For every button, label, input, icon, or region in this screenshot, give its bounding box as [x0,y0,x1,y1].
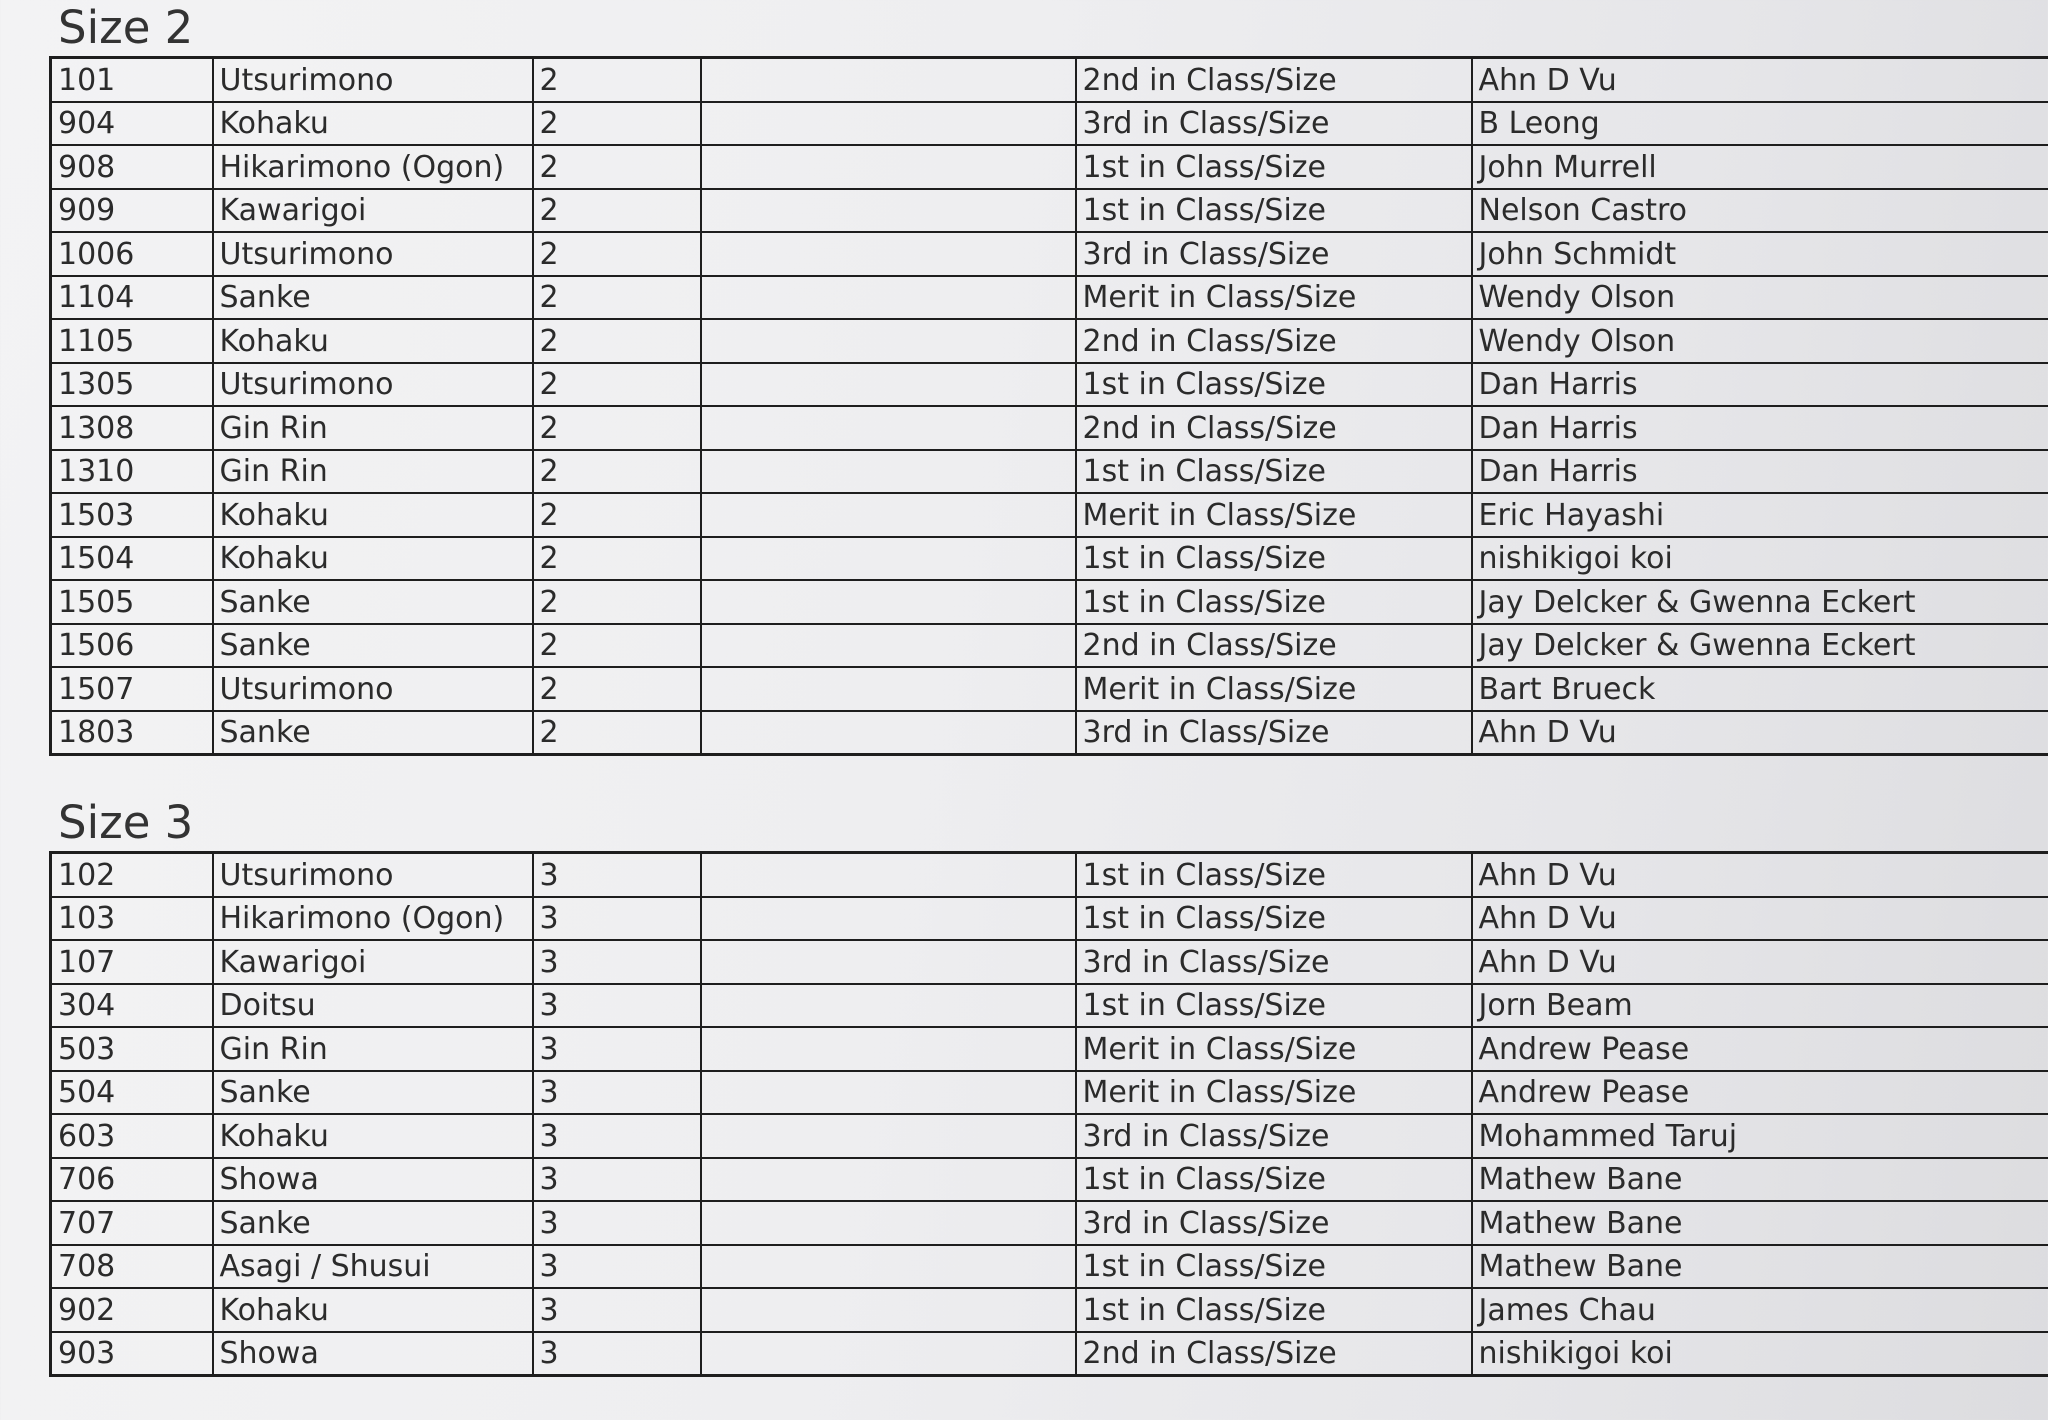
size-cell: 2 [533,276,701,320]
owner-cell: James Chau [1472,1288,2048,1332]
size-cell: 2 [533,493,701,537]
size-cell: 2 [533,537,701,581]
owner-cell: Wendy Olson [1472,319,2048,363]
table-row [51,711,2048,755]
owner-cell: Jay Delcker & Gwenna Eckert [1472,624,2048,668]
blank-cell [701,363,1076,407]
blank-cell [701,897,1076,941]
owner-cell: Mathew Bane [1472,1158,2048,1202]
table-row [51,1288,2048,1332]
variety-cell: Sanke [213,1201,533,1245]
blank-cell [701,537,1076,581]
entry-number-cell: 101 [51,58,213,102]
entry-number-cell: 1504 [51,537,213,581]
entry-number-cell: 504 [51,1071,213,1115]
variety-cell: Kohaku [213,1114,533,1158]
table-row [51,853,2048,897]
entry-number-cell: 1803 [51,711,213,755]
table-row [51,493,2048,537]
table-row [51,232,2048,276]
owner-cell: Eric Hayashi [1472,493,2048,537]
variety-cell: Utsurimono [213,667,533,711]
table-row [51,984,2048,1028]
table-row [51,406,2048,450]
award-cell: 1st in Class/Size [1076,450,1472,494]
size-cell: 2 [533,145,701,189]
table-row [51,940,2048,984]
variety-cell: Utsurimono [213,232,533,276]
blank-cell [701,711,1076,755]
award-cell: 1st in Class/Size [1076,984,1472,1028]
results-table-body [51,853,2048,1376]
variety-cell: Sanke [213,580,533,624]
size-cell: 3 [533,1027,701,1071]
entry-number-cell: 1104 [51,276,213,320]
owner-cell: Ahn D Vu [1472,711,2048,755]
award-cell: 3rd in Class/Size [1076,102,1472,146]
blank-cell [701,1288,1076,1332]
entry-number-cell: 1506 [51,624,213,668]
owner-cell: Dan Harris [1472,406,2048,450]
award-cell: 2nd in Class/Size [1076,1332,1472,1376]
entry-number-cell: 902 [51,1288,213,1332]
blank-cell [701,189,1076,233]
owner-cell: Wendy Olson [1472,276,2048,320]
award-cell: 1st in Class/Size [1076,580,1472,624]
table-row [51,897,2048,941]
award-cell: 1st in Class/Size [1076,897,1472,941]
owner-cell: Ahn D Vu [1472,58,2048,102]
blank-cell [701,102,1076,146]
award-cell: 2nd in Class/Size [1076,58,1472,102]
entry-number-cell: 1006 [51,232,213,276]
award-cell: 3rd in Class/Size [1076,232,1472,276]
award-cell: 1st in Class/Size [1076,363,1472,407]
owner-cell: B Leong [1472,102,2048,146]
table-row [51,1332,2048,1376]
variety-cell: Kawarigoi [213,189,533,233]
size-cell: 3 [533,1201,701,1245]
award-cell: 3rd in Class/Size [1076,1114,1472,1158]
table-row [51,276,2048,320]
size-cell: 3 [533,853,701,897]
variety-cell: Utsurimono [213,58,533,102]
owner-cell: Ahn D Vu [1472,897,2048,941]
owner-cell: Ahn D Vu [1472,853,2048,897]
size-cell: 2 [533,189,701,233]
entry-number-cell: 1503 [51,493,213,537]
entry-number-cell: 909 [51,189,213,233]
award-cell: Merit in Class/Size [1076,1027,1472,1071]
award-cell: 1st in Class/Size [1076,189,1472,233]
size-cell: 3 [533,1071,701,1115]
award-cell: 3rd in Class/Size [1076,711,1472,755]
variety-cell: Kohaku [213,1288,533,1332]
award-cell: 2nd in Class/Size [1076,406,1472,450]
table-row [51,1071,2048,1115]
size-cell: 2 [533,406,701,450]
table-row [51,624,2048,668]
award-cell: 1st in Class/Size [1076,537,1472,581]
size-cell: 2 [533,624,701,668]
owner-cell: John Schmidt [1472,232,2048,276]
owner-cell: Mathew Bane [1472,1201,2048,1245]
entry-number-cell: 1505 [51,580,213,624]
entry-number-cell: 603 [51,1114,213,1158]
variety-cell: Kohaku [213,537,533,581]
award-cell: Merit in Class/Size [1076,667,1472,711]
owner-cell: Mohammed Taruj [1472,1114,2048,1158]
entry-number-cell: 503 [51,1027,213,1071]
owner-cell: nishikigoi koi [1472,1332,2048,1376]
blank-cell [701,1201,1076,1245]
blank-cell [701,232,1076,276]
variety-cell: Utsurimono [213,853,533,897]
entry-number-cell: 1308 [51,406,213,450]
owner-cell: John Murrell [1472,145,2048,189]
blank-cell [701,580,1076,624]
blank-cell [701,667,1076,711]
owner-cell: Andrew Pease [1472,1027,2048,1071]
award-cell: 2nd in Class/Size [1076,319,1472,363]
table-row [51,145,2048,189]
award-cell: 1st in Class/Size [1076,145,1472,189]
size-cell: 3 [533,897,701,941]
section-title: Size 3 [58,796,194,849]
entry-number-cell: 708 [51,1245,213,1289]
award-cell: 3rd in Class/Size [1076,1201,1472,1245]
table-row [51,1114,2048,1158]
table-row [51,363,2048,407]
variety-cell: Sanke [213,711,533,755]
table-row [51,1027,2048,1071]
blank-cell [701,1071,1076,1115]
owner-cell: nishikigoi koi [1472,537,2048,581]
variety-cell: Gin Rin [213,406,533,450]
variety-cell: Asagi / Shusui [213,1245,533,1289]
variety-cell: Kohaku [213,319,533,363]
size-cell: 2 [533,58,701,102]
variety-cell: Sanke [213,1071,533,1115]
owner-cell: Nelson Castro [1472,189,2048,233]
blank-cell [701,984,1076,1028]
results-table [49,56,2048,756]
award-cell: Merit in Class/Size [1076,493,1472,537]
size-cell: 3 [533,984,701,1028]
size-cell: 3 [533,1158,701,1202]
table-row [51,1201,2048,1245]
entry-number-cell: 706 [51,1158,213,1202]
blank-cell [701,1332,1076,1376]
size-cell: 2 [533,580,701,624]
entry-number-cell: 1310 [51,450,213,494]
variety-cell: Kawarigoi [213,940,533,984]
entry-number-cell: 304 [51,984,213,1028]
table-row [51,580,2048,624]
award-cell: Merit in Class/Size [1076,276,1472,320]
size-cell: 3 [533,1332,701,1376]
variety-cell: Sanke [213,276,533,320]
variety-cell: Showa [213,1332,533,1376]
award-cell: Merit in Class/Size [1076,1071,1472,1115]
blank-cell [701,58,1076,102]
entry-number-cell: 1305 [51,363,213,407]
entry-number-cell: 903 [51,1332,213,1376]
variety-cell: Hikarimono (Ogon) [213,145,533,189]
results-table-body [51,58,2048,755]
size-cell: 3 [533,940,701,984]
blank-cell [701,853,1076,897]
variety-cell: Utsurimono [213,363,533,407]
award-cell: 1st in Class/Size [1076,1245,1472,1289]
blank-cell [701,493,1076,537]
size-cell: 3 [533,1288,701,1332]
blank-cell [701,1114,1076,1158]
table-row [51,58,2048,102]
table-row [51,537,2048,581]
table-row [51,102,2048,146]
award-cell: 1st in Class/Size [1076,1288,1472,1332]
entry-number-cell: 1105 [51,319,213,363]
section-title: Size 2 [58,1,194,54]
owner-cell: Jorn Beam [1472,984,2048,1028]
entry-number-cell: 107 [51,940,213,984]
owner-cell: Dan Harris [1472,363,2048,407]
size-cell: 2 [533,363,701,407]
entry-number-cell: 102 [51,853,213,897]
size-cell: 2 [533,102,701,146]
blank-cell [701,1245,1076,1289]
table-row [51,189,2048,233]
table-row [51,667,2048,711]
results-table [49,851,2048,1377]
table-row [51,450,2048,494]
owner-cell: Mathew Bane [1472,1245,2048,1289]
table-row [51,1158,2048,1202]
variety-cell: Kohaku [213,102,533,146]
blank-cell [701,1158,1076,1202]
variety-cell: Gin Rin [213,1027,533,1071]
size-cell: 2 [533,711,701,755]
owner-cell: Ahn D Vu [1472,940,2048,984]
size-cell: 2 [533,319,701,363]
size-cell: 3 [533,1245,701,1289]
owner-cell: Jay Delcker & Gwenna Eckert [1472,580,2048,624]
variety-cell: Showa [213,1158,533,1202]
variety-cell: Doitsu [213,984,533,1028]
size-cell: 2 [533,667,701,711]
variety-cell: Gin Rin [213,450,533,494]
size-cell: 3 [533,1114,701,1158]
owner-cell: Dan Harris [1472,450,2048,494]
owner-cell: Bart Brueck [1472,667,2048,711]
table-row [51,1245,2048,1289]
variety-cell: Kohaku [213,493,533,537]
size-cell: 2 [533,232,701,276]
entry-number-cell: 1507 [51,667,213,711]
blank-cell [701,1027,1076,1071]
award-cell: 2nd in Class/Size [1076,624,1472,668]
blank-cell [701,276,1076,320]
variety-cell: Sanke [213,624,533,668]
blank-cell [701,319,1076,363]
entry-number-cell: 103 [51,897,213,941]
owner-cell: Andrew Pease [1472,1071,2048,1115]
blank-cell [701,450,1076,494]
entry-number-cell: 707 [51,1201,213,1245]
variety-cell: Hikarimono (Ogon) [213,897,533,941]
table-row [51,319,2048,363]
entry-number-cell: 904 [51,102,213,146]
award-cell: 3rd in Class/Size [1076,940,1472,984]
size-cell: 2 [533,450,701,494]
award-cell: 1st in Class/Size [1076,1158,1472,1202]
blank-cell [701,406,1076,450]
award-cell: 1st in Class/Size [1076,853,1472,897]
blank-cell [701,145,1076,189]
blank-cell [701,624,1076,668]
blank-cell [701,940,1076,984]
entry-number-cell: 908 [51,145,213,189]
